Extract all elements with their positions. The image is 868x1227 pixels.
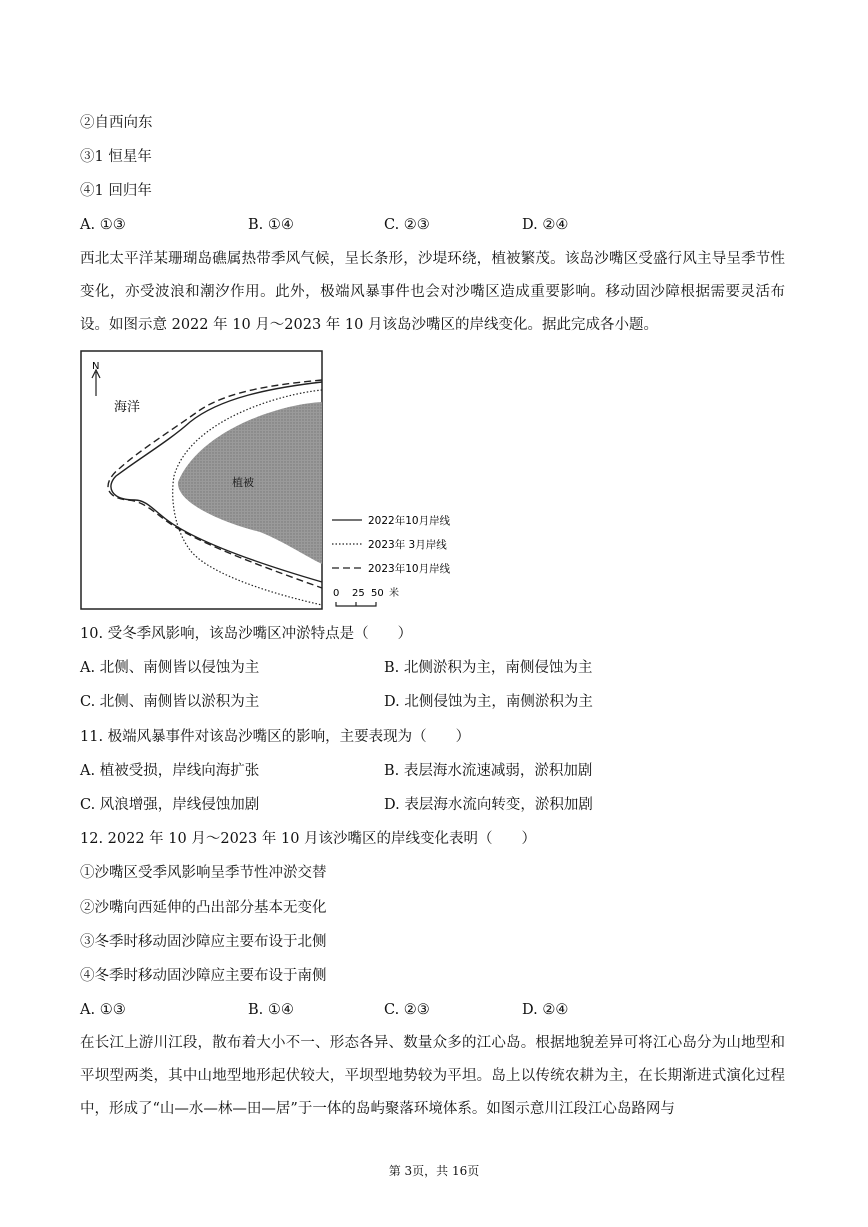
prev-option-a: A. ①③ [80, 217, 126, 233]
q12-option-b: B. ①④ [248, 1002, 294, 1018]
north-label: N [92, 361, 100, 372]
q12-option-c: C. ②③ [384, 1002, 430, 1018]
prev-item-3: ③1 恒星年 [80, 149, 152, 165]
q10-option-c: C. 北侧、南侧皆以淤积为主 [80, 694, 260, 710]
scale-25: 25 [352, 588, 365, 599]
q10-stem: 10. 受冬季风影响，该岛沙嘴区冲淤特点是（ ） [80, 626, 413, 642]
prev-item-2: ②自西向东 [80, 115, 153, 131]
q12-option-a: A. ①③ [80, 1002, 126, 1018]
q11-stem: 11. 极端风暴事件对该岛沙嘴区的影响，主要表现为（ ） [80, 729, 471, 745]
q10-option-b: B. 北侧淤积为主，南侧侵蚀为主 [384, 660, 593, 676]
ocean-label: 海洋 [114, 400, 141, 415]
q11-option-d: D. 表层海水流向转变，淤积加剧 [384, 797, 593, 813]
q11-option-c: C. 风浪增强，岸线侵蚀加剧 [80, 797, 260, 813]
legend-2023-03: 2023年 3月岸线 [368, 539, 447, 551]
prev-option-d: D. ②④ [522, 217, 569, 233]
prev-option-c: C. ②③ [384, 217, 430, 233]
prev-item-4: ④1 回归年 [80, 183, 152, 199]
shoreline-map [80, 350, 480, 612]
q12-stem: 12. 2022 年 10 月～2023 年 10 月该沙嘴区的岸线变化表明（ ） [80, 831, 537, 847]
legend-2023-10: 2023年10月岸线 [368, 563, 451, 575]
q10-option-d: D. 北侧侵蚀为主，南侧淤积为主 [384, 694, 593, 710]
page-footer: 第 3页，共 16页 [388, 1164, 480, 1178]
legend-2022-10: 2022年10月岸线 [368, 515, 451, 527]
vegetation-label: 植被 [232, 476, 254, 489]
q12-item-2: ②沙嘴向西延伸的凸出部分基本无变化 [80, 900, 327, 916]
scale-0: 0 [333, 588, 340, 599]
intro-paragraph-2: 在长江上游川江段，散布着大小不一、形态各异、数量众多的江心岛。根据地貌差异可将江心岛分为山地型和平坝型两类，其中山地型地形起伏较大，平坝型地势较为平坦。岛上以传统农耕为主，在长期渐进式演化过程中，形成了“山—水—林—田—居”于一体的岛屿聚落环境体系。如图示意川江段江心岛路网与 [80, 1035, 785, 1117]
scale-unit: 米 [389, 588, 399, 599]
q12-item-3: ③冬季时移动固沙障应主要布设于北侧 [80, 934, 327, 950]
intro-paragraph-1: 西北太平洋某珊瑚岛礁属热带季风气候，呈长条形，沙堤环绕，植被繁茂。该岛沙嘴区受盛行风主导呈季节性变化，亦受波浪和潮汐作用。此外，极端风暴事件也会对沙嘴区造成重要影响。移动固沙障根据需要灵活布设。如图示意 2022 年 10 月～2023 年 10 月该岛沙嘴区的岸线变化。据此完成各小题。 [80, 251, 785, 333]
q12-item-1: ①沙嘴区受季风影响呈季节性冲淤交替 [80, 865, 327, 881]
q10-option-a: A. 北侧、南侧皆以侵蚀为主 [80, 660, 260, 676]
q12-item-4: ④冬季时移动固沙障应主要布设于南侧 [80, 968, 327, 984]
prev-option-b: B. ①④ [248, 217, 294, 233]
q11-option-b: B. 表层海水流速减弱，淤积加剧 [384, 763, 593, 779]
q11-option-a: A. 植被受损，岸线向海扩张 [80, 763, 260, 779]
scale-bar [336, 602, 376, 606]
scale-50: 50 [371, 588, 384, 599]
q12-option-d: D. ②④ [522, 1002, 569, 1018]
